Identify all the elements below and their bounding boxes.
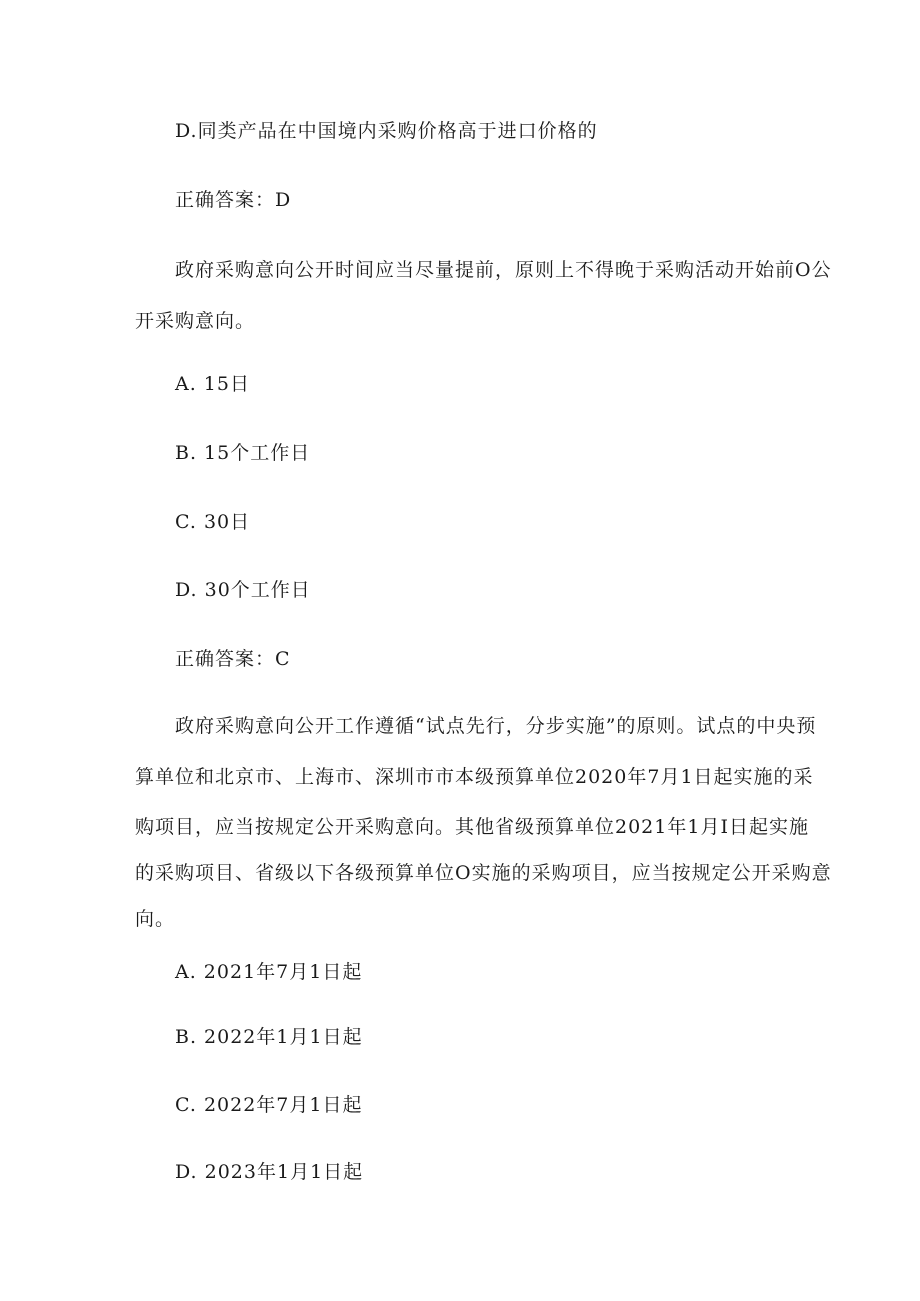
option-c: C. 30日: [175, 511, 251, 533]
correct-answer-2: 正确答案：C: [175, 648, 291, 670]
question-2-line-2: 算单位和北京市、上海市、深圳市市本级预算单位2020年7月1日起实施的采: [135, 766, 814, 788]
question-1-line-2: 开采购意向。: [135, 310, 256, 332]
question-2-line-1: 政府采购意向公开工作遵循“试点先行，分步实施”的原则。试点的中央预: [175, 715, 817, 737]
option-d-prev: D.同类产品在中国境内采购价格高于进口价格的: [175, 120, 598, 142]
option-d: D. 30个工作日: [175, 579, 311, 601]
question-1-line-1: 政府采购意向公开时间应当尽量提前，原则上不得晚于采购活动开始前O公: [175, 259, 832, 281]
option-b: B. 15个工作日: [175, 442, 311, 464]
question-2-line-4: 的采购项目、省级以下各级预算单位O实施的采购项目，应当按规定公开采购意: [135, 862, 832, 884]
option-a: A. 15日: [175, 373, 250, 395]
option-a-2: A. 2021年7月1日起: [175, 961, 363, 983]
option-c-2: C. 2022年7月1日起: [175, 1094, 363, 1116]
correct-answer-1: 正确答案：D: [175, 189, 292, 211]
question-2-line-5: 向。: [135, 908, 176, 930]
option-d-2: D. 2023年1月1日起: [175, 1161, 364, 1183]
question-2-line-3: 购项目，应当按规定公开采购意向。其他省级预算单位2021年1月I日起实施: [135, 816, 809, 838]
option-b-2: B. 2022年1月1日起: [175, 1026, 363, 1048]
